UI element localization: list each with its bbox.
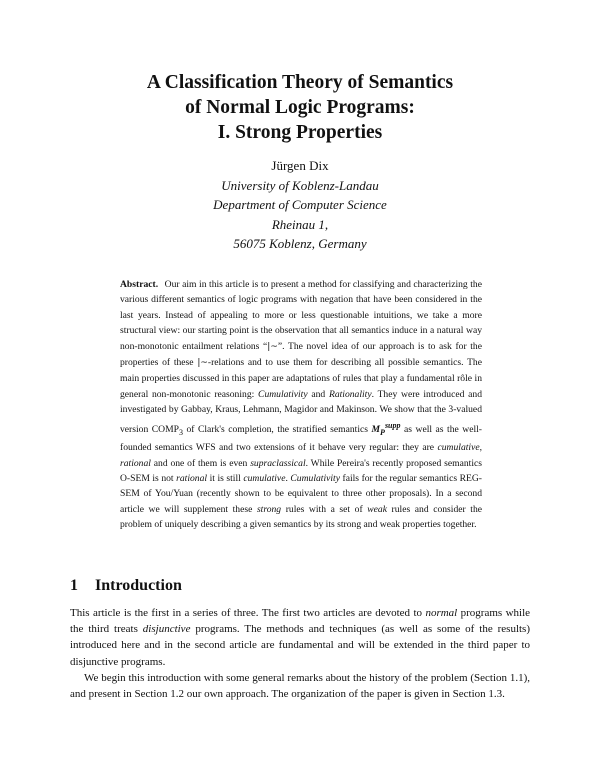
title-line-2: of Normal Logic Programs: xyxy=(185,97,415,118)
abstract-text-12: rules with a set of xyxy=(285,503,363,515)
abstract-comma: , xyxy=(479,442,482,454)
abstract-text-4: . They were introduced and investigated by Gabbay, Kraus, Lehmann, Magidor and Makinson. We show that the 3-valued version COMP xyxy=(120,388,483,435)
affiliation-line-3: Rheinau 1, xyxy=(271,216,329,232)
abstract xyxy=(120,277,482,533)
m-subscript: P xyxy=(380,427,385,437)
term-weak: weak xyxy=(367,503,387,515)
author-name: Jürgen Dix xyxy=(271,158,329,173)
intro-paragraph-1 xyxy=(70,605,530,670)
section-heading xyxy=(70,576,182,596)
title-line-3: I. Strong Properties xyxy=(217,122,383,143)
affiliation-line-2: Department of Computer Science xyxy=(213,197,387,212)
introduction-body xyxy=(70,605,530,702)
term-rationality: Rationality xyxy=(328,388,372,400)
abstract-label: Abstract. xyxy=(120,279,159,290)
intro-p1-b: programs while the third treats xyxy=(70,607,531,636)
m-superscript: supp xyxy=(384,420,401,430)
term-disjunctive: disjunctive xyxy=(142,623,191,636)
abstract-text-11: fails for the regular semantics REG-SEM of You/Yuan (recently shown to be equivalent to three other proposals). In a second article we will supplement these xyxy=(120,472,483,515)
term-normal: normal xyxy=(425,607,458,619)
affiliation-line-1: University of Koblenz-Landau xyxy=(221,177,379,193)
abstract-text-9: it is still xyxy=(209,472,241,484)
section-number: 1 xyxy=(70,577,78,594)
intro-paragraph-2: We begin this introduction with some general remarks about the history of the problem (Section 1.1), and present in Section 1.2 our own approach. The organization of the paper is given in Section 1.3. xyxy=(70,671,530,701)
comp-subscript: 3 xyxy=(178,427,183,437)
abstract-text-1: Our aim in this article is to present a method for classifying and characterizing the various different semantics of logic programs with negation that have been considered in the last years. Instead of appealing to more or less questionable intuitions, we take a more structural view: our starting point is the observation that all semantics induce in a natural way non-monotonic entailment relations “ xyxy=(120,279,482,352)
paper-title xyxy=(0,70,600,145)
intro-p1-c: programs. The methods and techniques (as well as some of the results) introduced here and in the second article are fundamental and will be extended in the third paper to disjunctive programs. xyxy=(70,623,530,668)
abstract-text-5: of Clark's completion, the stratified semantics xyxy=(186,423,368,435)
title-line-1: A Classification Theory of Semantics xyxy=(146,72,454,93)
intro-p1-a: This article is the first in a series of three. The first two articles are devoted to xyxy=(70,607,423,619)
term-cumulativity-2: Cumulativity xyxy=(290,472,340,484)
m-supp-symbol xyxy=(371,420,401,437)
section-title: Introduction xyxy=(95,577,182,594)
abstract-text-10: . xyxy=(285,472,288,484)
term-cumulativity: Cumulativity xyxy=(258,388,308,400)
abstract-text-8: . While Pereira's recently proposed semantics O-SEM is not xyxy=(120,457,482,484)
abstract-text-6: as well as the well-founded semantics WFS and two extensions of it behave very regular: they are xyxy=(120,423,482,454)
term-supraclassical: supraclassical xyxy=(250,457,306,469)
abstract-text-7: and one of them is even xyxy=(153,457,248,469)
abstract-text-2: ”. The novel idea of our approach is to ask for the properties of these xyxy=(120,340,482,369)
entailment-symbol-2: |~ xyxy=(197,358,208,369)
term-strong: strong xyxy=(256,503,282,515)
term-cumulative-2: cumulative xyxy=(243,472,286,484)
term-rational: rational xyxy=(120,457,151,469)
abstract-text-3: -relations and to use them for describing all possible semantics. The main properties discussed in this paper are adaptations of rules that play a fundamental rôle in general non-monotonic reasoning: xyxy=(120,357,482,400)
abstract-and: and xyxy=(311,388,326,400)
entailment-symbol: |~ xyxy=(267,341,278,352)
affiliation-line-4: 56075 Koblenz, Germany xyxy=(233,236,367,251)
author-block xyxy=(0,156,600,254)
term-rational-2: rational xyxy=(176,472,208,484)
m-symbol: M xyxy=(371,423,381,435)
abstract-text-13: rules and consider the problem of uniquely describing a given semantics by its strong and weak properties together. xyxy=(120,503,483,531)
term-cumulative: cumulative xyxy=(437,442,480,454)
